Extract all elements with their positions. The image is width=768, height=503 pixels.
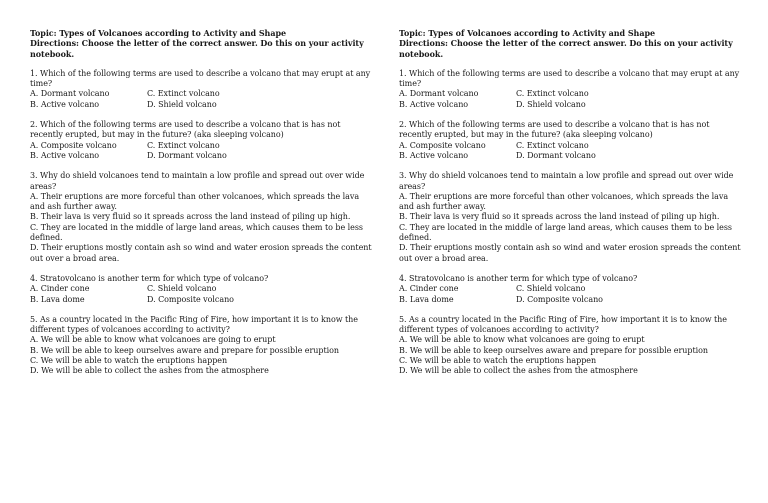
answer-options	[30, 284, 375, 305]
option-d: D. Dormant volcano	[516, 150, 596, 160]
answer-options	[399, 141, 744, 162]
option-b: B. Lava dome	[399, 294, 454, 304]
option-b: B. Their lava is very fluid so it spreads across the land instead of piling up high.	[399, 212, 720, 222]
question-stem: 4. Stratovolcano is another term for which type of volcano?	[399, 273, 638, 283]
question-4	[30, 274, 375, 305]
option-b: B. Active volcano	[30, 150, 100, 160]
option-b: B. We will be able to keep ourselves aware and prepare for possible eruption	[30, 345, 339, 355]
option-d: D. Composite volcano	[516, 294, 603, 304]
option-d: D. Their eruptions mostly contain ash so wind and water erosion spreads the content out over a broad area.	[399, 243, 741, 263]
option-d: D. Dormant volcano	[147, 150, 227, 160]
option-a: A. We will be able to know what volcanoes are going to erupt	[399, 335, 645, 345]
option-b: B. We will be able to keep ourselves aware and prepare for possible eruption	[399, 345, 708, 355]
option-a: A. Dormant volcano	[30, 89, 110, 99]
option-b: B. Lava dome	[30, 294, 85, 304]
option-b: B. Active volcano	[30, 99, 100, 109]
option-c: C. We will be able to watch the eruptions happen	[399, 356, 597, 366]
question-stem: 2. Which of the following terms are used to describe a volcano that is has not recently erupted, but may in the future? (aka sleeping volcano)	[30, 120, 341, 140]
question-5	[30, 315, 375, 377]
topic-title: Topic: Types of Volcanoes according to Activity and Shape	[30, 28, 287, 38]
option-a: A. Composite volcano	[30, 140, 117, 150]
directions-text: Directions: Choose the letter of the correct answer. Do this on your activity notebook.	[399, 38, 733, 59]
option-d: D. Shield volcano	[147, 99, 217, 109]
worksheet-header	[399, 28, 744, 59]
option-c: C. Shield volcano	[147, 284, 217, 294]
answer-options	[399, 89, 744, 110]
option-b: B. Active volcano	[399, 99, 469, 109]
question-2	[30, 120, 375, 161]
option-c: C. Extinct volcano	[516, 89, 589, 99]
option-a: A. Cinder cone	[30, 284, 90, 294]
option-a: A. Their eruptions are more forceful than other volcanoes, which spreads the lava and ash further away.	[30, 191, 360, 212]
option-c: C. Shield volcano	[516, 284, 586, 294]
option-c: C. Extinct volcano	[147, 89, 220, 99]
option-d: D. Shield volcano	[516, 99, 586, 109]
option-c: C. Extinct volcano	[516, 140, 589, 150]
option-a: A. Cinder cone	[399, 284, 459, 294]
question-3	[30, 171, 375, 264]
question-stem: 2. Which of the following terms are used to describe a volcano that is has not recently erupted, but may in the future? (aka sleeping volcano)	[399, 120, 710, 140]
option-a: A. Their eruptions are more forceful than other volcanoes, which spreads the lava and ash further away.	[399, 191, 729, 212]
option-a: A. Composite volcano	[399, 140, 486, 150]
option-a: A. We will be able to know what volcanoes are going to erupt	[30, 335, 276, 345]
option-d: D. We will be able to collect the ashes from the atmosphere	[30, 366, 269, 376]
question-stem: 1. Which of the following terms are used to describe a volcano that may erupt at any time?	[399, 68, 740, 89]
worksheet-left-copy	[30, 28, 375, 387]
answer-options	[30, 141, 375, 162]
answer-options	[30, 89, 375, 110]
option-c: C. They are located in the middle of large land areas, which causes them to be less defined.	[30, 222, 363, 243]
option-a: A. Dormant volcano	[399, 89, 479, 99]
question-stem: 1. Which of the following terms are used to describe a volcano that may erupt at any time?	[30, 68, 371, 89]
question-2	[399, 120, 744, 161]
question-stem: 5. As a country located in the Pacific Ring of Fire, how important it is to know the different types of volcanoes according to activity?	[30, 314, 358, 335]
question-stem: 5. As a country located in the Pacific Ring of Fire, how important it is to know the different types of volcanoes according to activity?	[399, 314, 727, 335]
option-c: C. We will be able to watch the eruptions happen	[30, 356, 228, 366]
option-d: D. Composite volcano	[147, 294, 234, 304]
answer-options	[399, 284, 744, 305]
question-1	[399, 69, 744, 110]
question-stem: 4. Stratovolcano is another term for which type of volcano?	[30, 273, 269, 283]
option-b: B. Their lava is very fluid so it spreads across the land instead of piling up high.	[30, 212, 351, 222]
directions-text: Directions: Choose the letter of the correct answer. Do this on your activity notebook.	[30, 38, 364, 59]
option-c: C. Extinct volcano	[147, 140, 220, 150]
option-d: D. We will be able to collect the ashes from the atmosphere	[399, 366, 638, 376]
question-5	[399, 315, 744, 377]
question-1	[30, 69, 375, 110]
question-stem: 3. Why do shield volcanoes tend to maintain a low profile and spread out over wide areas?	[399, 171, 734, 191]
question-3	[399, 171, 744, 264]
topic-title: Topic: Types of Volcanoes according to Activity and Shape	[399, 28, 656, 38]
worksheet-header	[30, 28, 375, 59]
question-stem: 3. Why do shield volcanoes tend to maintain a low profile and spread out over wide areas?	[30, 171, 365, 191]
option-b: B. Active volcano	[399, 150, 469, 160]
option-c: C. They are located in the middle of large land areas, which causes them to be less defined.	[399, 222, 732, 243]
option-d: D. Their eruptions mostly contain ash so wind and water erosion spreads the content out over a broad area.	[30, 243, 372, 263]
worksheet-right-copy	[399, 28, 744, 387]
question-4	[399, 274, 744, 305]
